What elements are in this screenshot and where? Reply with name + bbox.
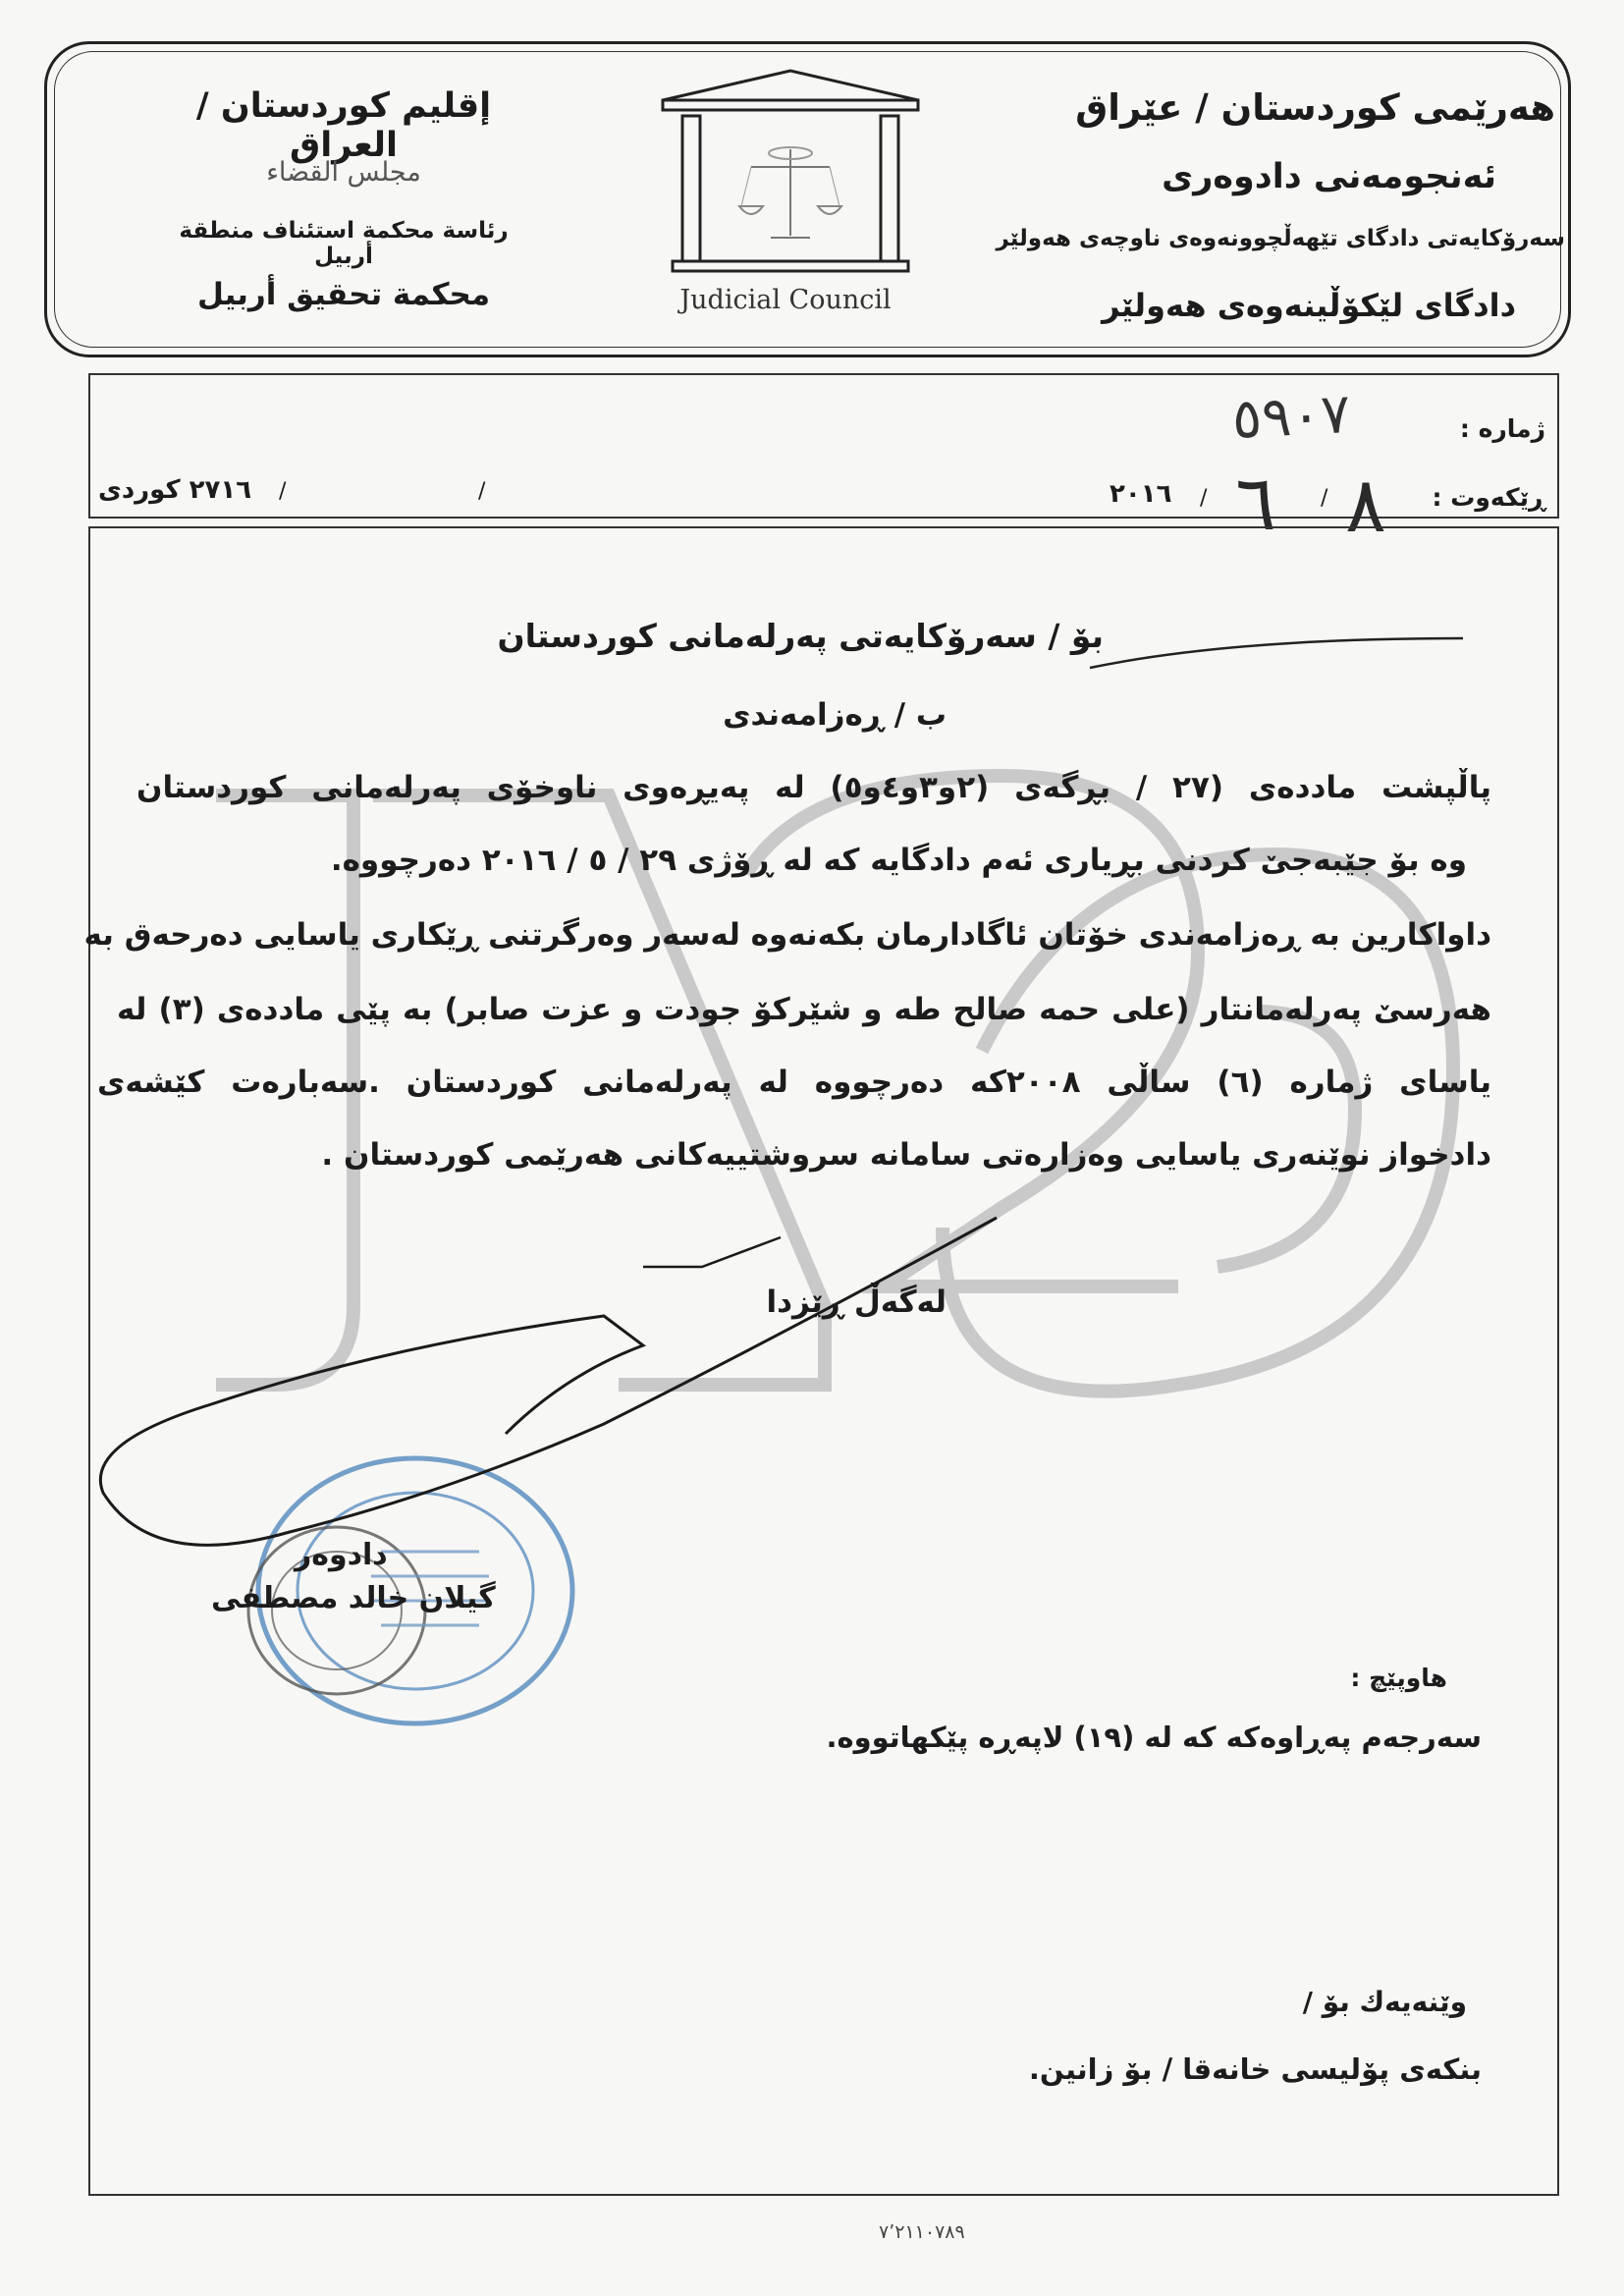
body-line-2: وە بۆ جێبەجێ کردنی بڕیاری ئەم دادگایە کە لە ڕۆژی ٢٩ / ٥ / ٢٠١٦ دەرچووە. <box>330 843 1467 878</box>
header-council-arabic: مجلس القضاء <box>266 157 421 188</box>
attachment-label: هاوپێچ : <box>1350 1664 1447 1692</box>
signatory-title: دادوەر <box>295 1538 388 1572</box>
header-council-kurdish: ئەنجومەنی دادوەری <box>1162 157 1496 196</box>
attachment-text: سەرجەم پەڕاوەکە کە لە (١٩) لاپەڕە پێکهاتووە. <box>826 1721 1482 1754</box>
copy-to-recipient: بنکەی پۆلیسی خانەقا / بۆ زانین. <box>1028 2052 1482 2086</box>
header-investigation-court-kurdish: دادگای لێکۆڵینەوەی هەولێر <box>1102 287 1516 324</box>
signatory-name: گیلان خالد مصطفی <box>211 1581 496 1615</box>
date-label: ڕێکەوت : <box>1432 483 1545 512</box>
header-region-arabic: إقليم كوردستان / العراق <box>195 86 492 165</box>
date-day-handwritten: ٨ <box>1345 462 1386 550</box>
header-region-kurdish: هەرێمی کوردستان / عێراق <box>1075 86 1555 129</box>
date-year: ٢٠١٦ <box>1110 479 1172 509</box>
header-appeals-presidency-arabic: رئاسة محكمة استئناف منطقة أربيل <box>179 218 509 269</box>
date-month-handwritten: ٦ <box>1235 460 1276 548</box>
number-value-handwritten: ٥٩٠٧ <box>1230 381 1352 453</box>
judge-signature <box>93 1198 1006 1591</box>
recipient-line: بۆ / سەرۆکایەتی پەرلەمانی کوردستان <box>497 617 1104 655</box>
body-line-4: هەرسێ پەرلەمانتار (علی حمه صالح طه و شێرکۆ جودت و عزت صابر) بە پێی ماددەی (٣) لە <box>117 992 1491 1027</box>
judicial-council-logo <box>653 69 928 285</box>
kurdish-calendar-date: ٢٧١٦ کوردی <box>98 475 252 505</box>
number-label: ژمارە : <box>1459 414 1545 443</box>
logo-caption: Judicial Council <box>679 285 892 315</box>
header-investigation-court-arabic: محكمة تحقيق أربيل <box>196 277 491 312</box>
footer-code: ٧٬٢١١٠٧٨٩ <box>879 2221 965 2243</box>
closing-regards: لەگەڵ ڕێزدا <box>766 1285 947 1320</box>
copy-to-label: وێنەیەك بۆ / <box>1302 1986 1467 2018</box>
recipient-underline-stroke <box>1085 629 1468 678</box>
body-line-5: یاسای ژمارە (٦) ساڵی ٢٠٠٨کە دەرچووە لە پەرلەمانی کوردستان .سەبارەت کێشەی <box>97 1065 1491 1100</box>
header-appeals-presidency-kurdish: سەرۆکایەتی دادگای تێهەڵچوونەوەی ناوچەی هەولێر <box>996 226 1565 251</box>
subject-line: ب / ڕەزامەندی <box>723 697 947 733</box>
body-line-1: پاڵپشت ماددەی (٢٧ / بڕگەی (٢و٣و٤و٥) لە پەیڕەوی ناوخۆی پەرلەمانی کوردستان <box>136 770 1491 805</box>
body-line-6: دادخواز نوێنەری یاسایی وەزارەتی سامانە سروشتییەکانی هەرێمی کوردستان . <box>321 1137 1491 1173</box>
body-line-3: داواکارین بە ڕەزامەندی خۆتان ئاگادارمان بکەنەوە لەسەر وەرگرتنی ڕێکاری یاسایی دەرحەق بە <box>83 917 1491 953</box>
